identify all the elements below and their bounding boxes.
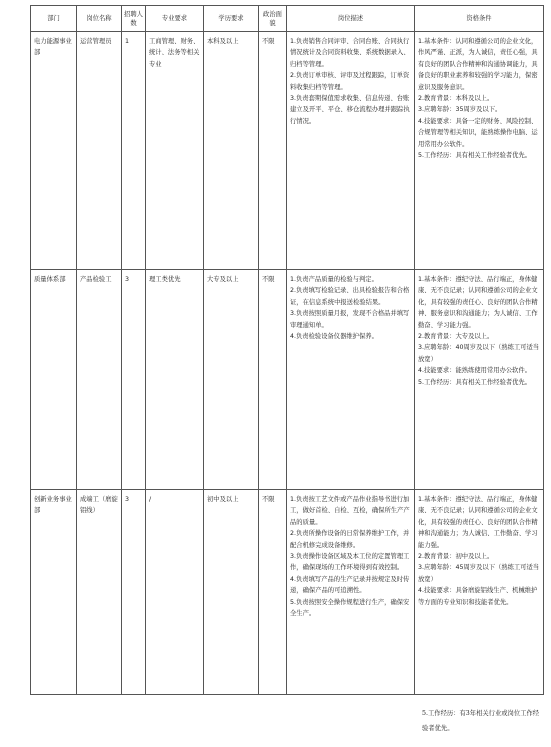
- cell-education: 大专及以上: [204, 270, 259, 490]
- qual-line: 1.基本条件：认同和遵循公司的企业文化，作风严谨、正派，为人诚信，责任心强，具有良好的团队合作精神和沟通协调能力，具备良好的职业素养和较强的学习能力，保密意识及服务意识。: [418, 38, 538, 91]
- cell-count: 3: [122, 490, 146, 695]
- table-row: [31, 270, 544, 490]
- cell-position: 运营管理员: [77, 32, 122, 270]
- cell-desc: [287, 490, 415, 695]
- qual-line: 3.应聘年龄：40周岁及以下（熟练工可适当放宽）: [418, 344, 540, 363]
- desc-line: 2.负责填写检验记录、出具检验报告和合格证，在信息系统中报送检验结果。: [290, 287, 410, 306]
- cell-count: 1: [122, 32, 146, 270]
- qual-line: 3.应聘年龄：35周岁及以下。: [418, 106, 502, 114]
- cell-position: 成端工（磨旋铝线）: [77, 490, 122, 695]
- cell-political: 不限: [259, 490, 287, 695]
- header-political: 政治面貌: [259, 6, 287, 32]
- desc-line: 2.负责订单审核、评审及过程跟踪，订单资料收集归档等管理。: [290, 72, 410, 91]
- desc-line: 4.负责检验设备仪器维护保养。: [290, 333, 378, 341]
- cell-desc: [287, 270, 415, 490]
- header-education: 学历要求: [204, 6, 259, 32]
- desc-line: 1.负责按工艺文件或产品作业指导书进行加工，做好首检、自检、互检，确保所生产产品的质量。: [290, 496, 410, 526]
- table-row: [31, 490, 544, 695]
- cell-qual: [415, 32, 544, 270]
- qual-line: 2.教育背景：本科及以上。: [418, 95, 494, 103]
- header-desc: 岗位描述: [287, 6, 415, 32]
- cell-major: 理工类优先: [146, 270, 204, 490]
- qual-line: 2.教育背景：大专及以上。: [418, 333, 494, 341]
- qual-tail-note: 5.工作经历：有3年相关行业或岗位工作经验者优先。: [422, 710, 540, 732]
- desc-line: 1.负责销售合同评审、合同台账、合同执行情况统计及合同资料收集、系统数据录入、归档等管理。: [290, 38, 410, 68]
- cell-education: 本科及以上: [204, 32, 259, 270]
- cell-major: 工商管理、财务、统计、法务等相关专业: [146, 32, 204, 270]
- desc-line: 3.负责操作设备区域及本工位的定置管理工作，确保现场的工作环境得到有效控制。: [290, 553, 410, 572]
- desc-line: 3.负责套期保值需求收集、信息传递、台账建立及开平、平仓、移仓流程办理并跟踪执行情况。: [290, 95, 410, 125]
- cell-desc: [287, 32, 415, 270]
- cell-political: 不限: [259, 270, 287, 490]
- desc-line: 5.负责按照安全操作规程进行生产，确保安全生产。: [290, 598, 410, 618]
- qual-line: 5.工作经历：具有相关工作经验者优先。: [418, 378, 532, 386]
- recruitment-table: [30, 5, 544, 695]
- header-count: 招聘人数: [122, 6, 146, 32]
- cell-qual: [415, 270, 544, 490]
- header-position: 岗位名称: [77, 6, 122, 32]
- cell-dept: 质量体系部: [31, 270, 77, 490]
- desc-line: 4.负责填写产品的生产记录并按规定及时传递，确保产品的可追溯性。: [290, 575, 410, 595]
- desc-line: 2.负责所操作设备的日常保养维护工作，并配合机修完成设备维修。: [290, 530, 410, 549]
- cell-major: /: [146, 490, 204, 695]
- cell-position: 产品检验工: [77, 270, 122, 490]
- qual-line: 5.工作经历：具有相关工作经验者优先。: [418, 152, 532, 160]
- desc-line: 3.负责按照质量月报，发现不合格品并填写审理通知单。: [290, 310, 410, 329]
- header-major: 专业要求: [146, 6, 204, 32]
- header-dept: 部门: [31, 6, 77, 32]
- cell-political: 不限: [259, 32, 287, 270]
- qual-line: 4.技能要求：具备一定的财务、风险控制、合规管理等相关知识，能熟练操作电脑、运用常用办公软件。: [418, 117, 538, 148]
- qual-line: 4.技能要求：能熟练使用常用办公软件。: [418, 367, 532, 375]
- cell-dept: 创新业务事业部: [31, 490, 77, 695]
- cell-dept: 电力能源事业部: [31, 32, 77, 270]
- qual-line: 2.教育背景：初中及以上。: [418, 553, 494, 561]
- cell-qual: [415, 490, 544, 695]
- qual-line: 1.基本条件：遵纪守法、品行端正，身体健康、无不良记录；认同和遵循公司的企业文化，具有较强的责任心、良好的团队合作精神和沟通能力；为人诚信、工作勤奋、学习能力强。: [418, 496, 538, 549]
- header-row: [31, 6, 544, 32]
- qual-line: 3.应聘年龄：45周岁及以下（熟练工可适当放宽）: [418, 564, 540, 583]
- cell-education: 初中及以上: [204, 490, 259, 695]
- table-row: [31, 32, 544, 270]
- cell-count: 3: [122, 270, 146, 490]
- header-qual: 资格条件: [415, 6, 544, 32]
- desc-line: 1.负责产品质量的检验与判定。: [290, 276, 378, 283]
- qual-line: 1.基本条件：遵纪守法、品行端正，身体健康、无不良记录；认同和遵循公司的企业文化，具有较强的责任心、良好的团队合作精神、服务意识和沟通能力；为人诚信、工作勤奋、学习能力强。: [418, 276, 538, 329]
- qual-line: 4.技能要求：具备磨旋铝线生产、机械维护等方面的专业知识和技能者优先。: [418, 587, 538, 606]
